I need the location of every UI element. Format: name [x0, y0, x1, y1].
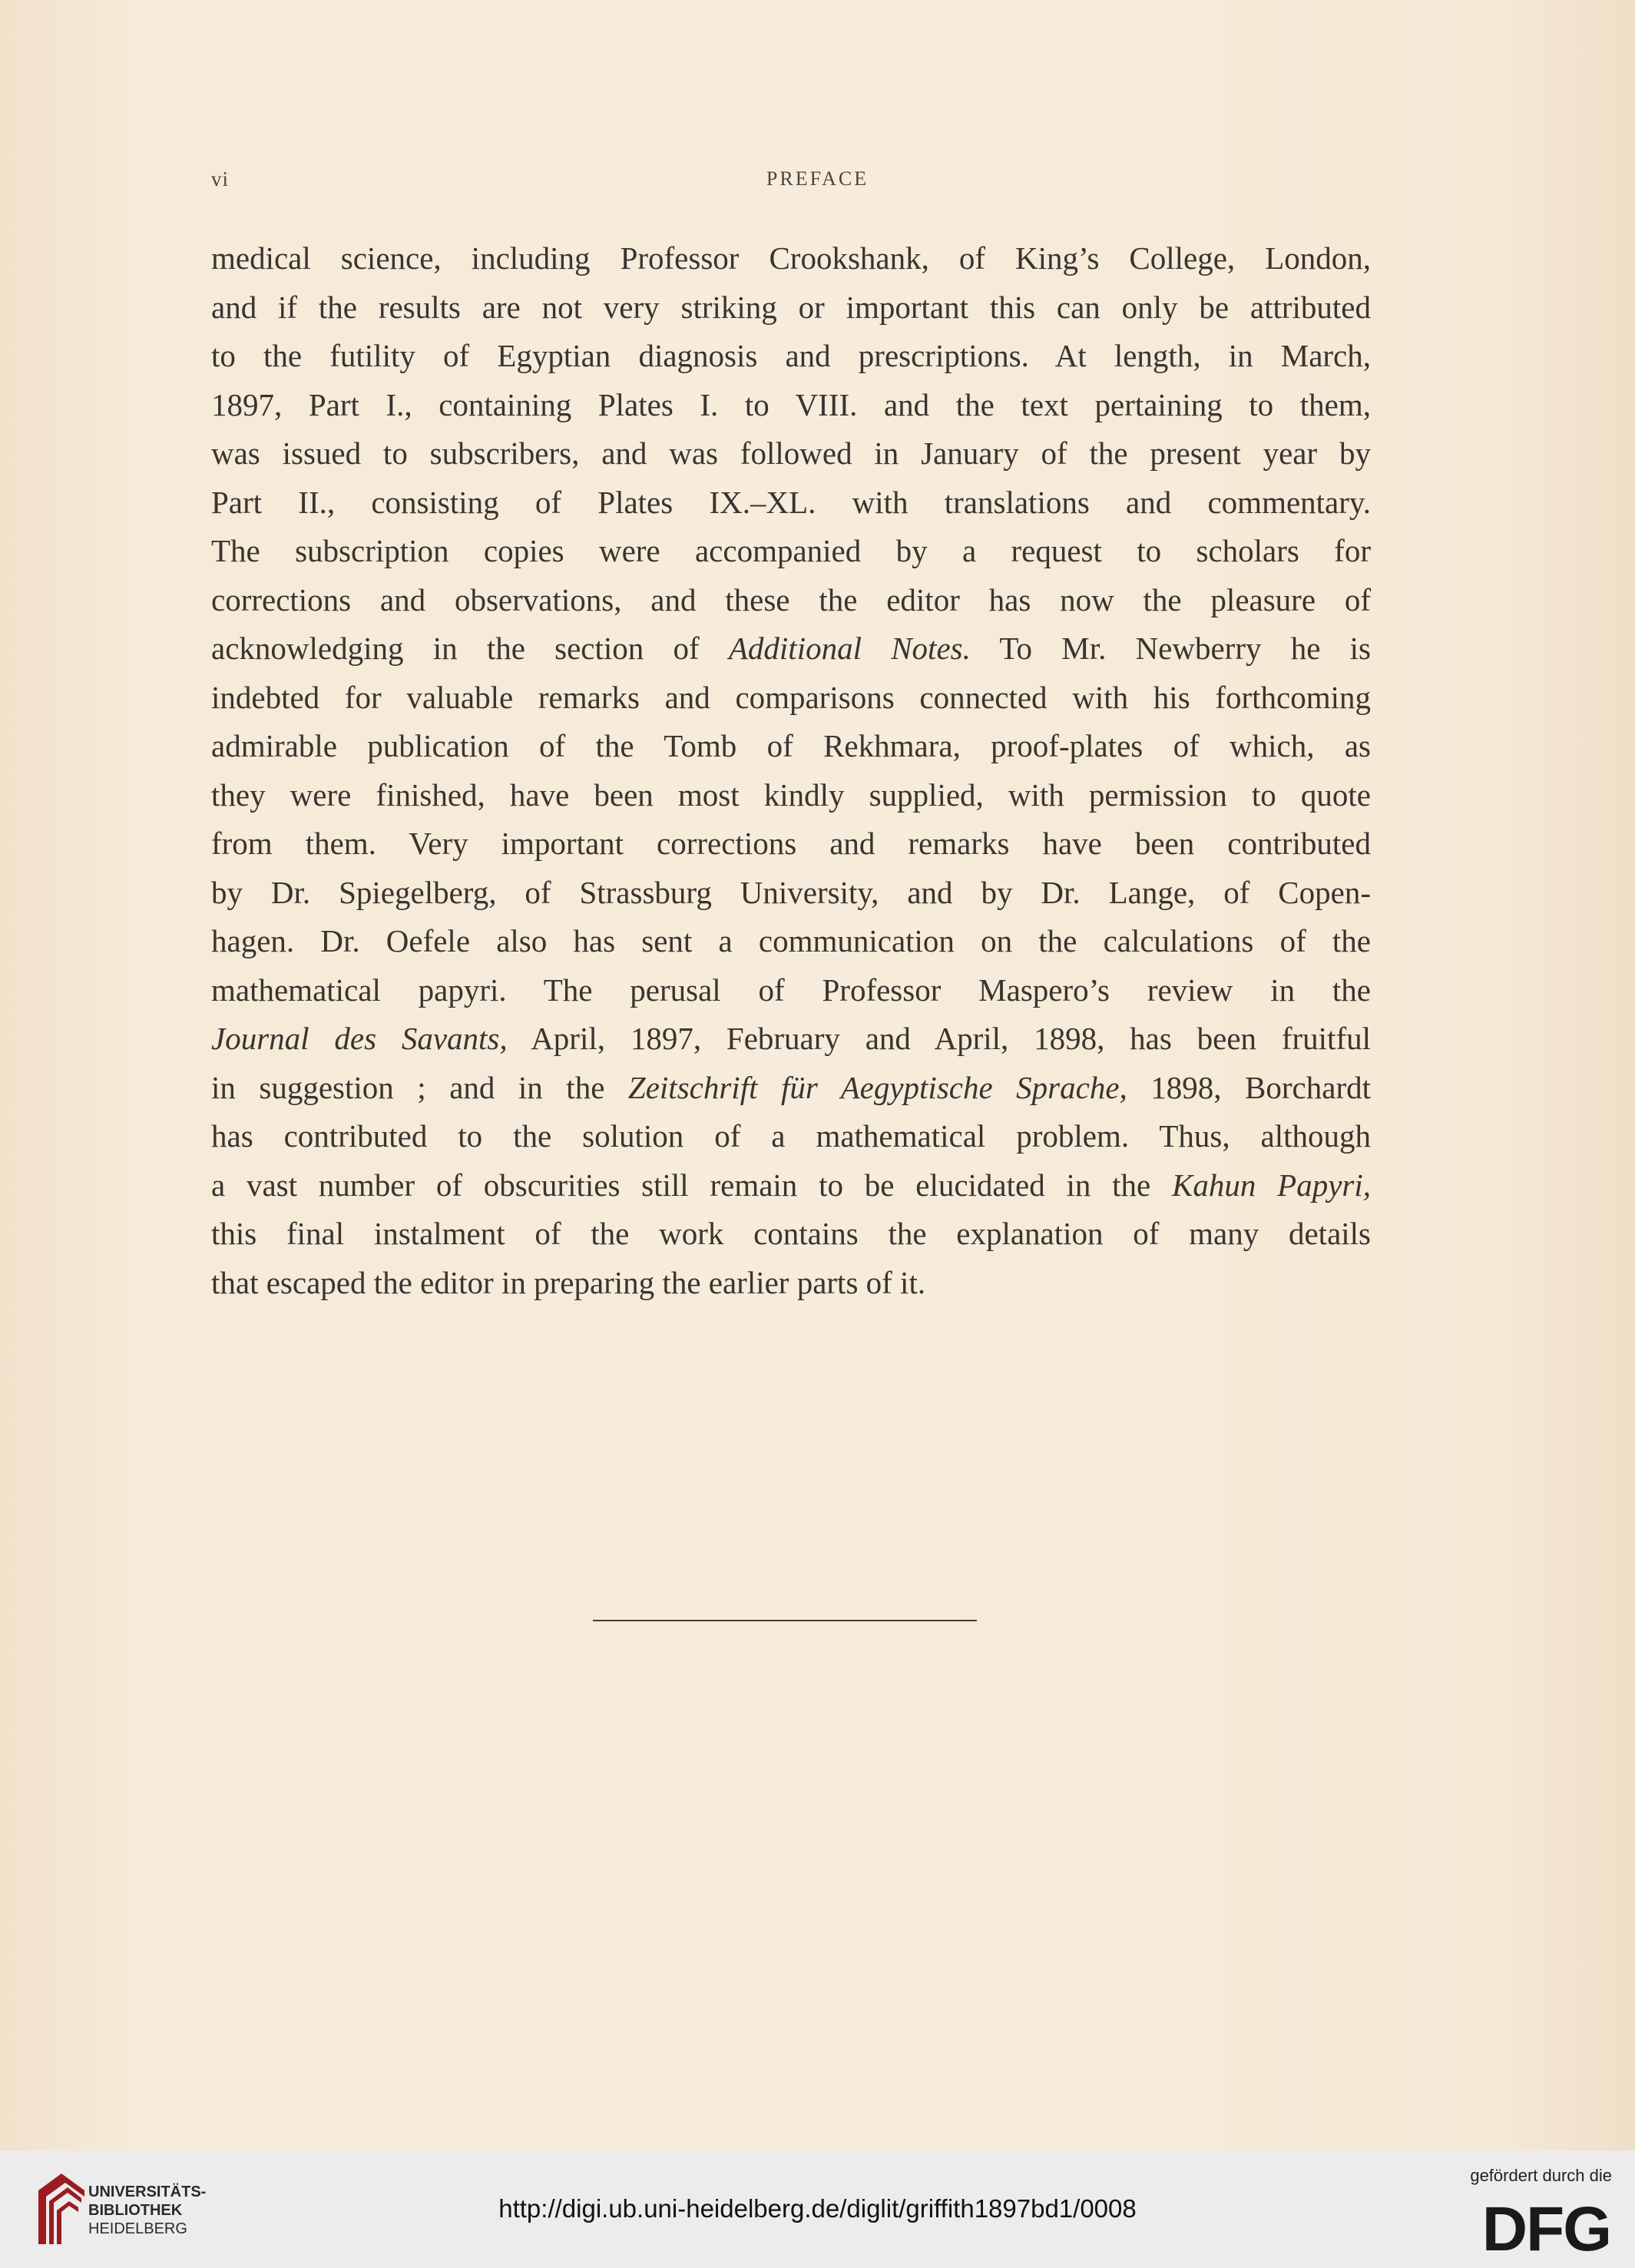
text-line: they were finished, have been most kindly supplied, with permission to quote	[211, 776, 1371, 813]
text-line: Part II., consisting of Plates IX.–XL. with translations and commentary.	[211, 484, 1371, 520]
text-line: from them. Very important corrections and remarks have been contributed	[211, 826, 1371, 861]
text-line: in suggestion ; and in the Zeitschrift für Aegyptische Sprache, 1898, Borchardt	[211, 1069, 1371, 1105]
text-line: has contributed to the solution of a mathematical problem. Thus, although	[211, 1118, 1371, 1154]
italic-phrase: Journal des Savants,	[211, 1021, 508, 1056]
text-line: corrections and observations, and these the editor has now the pleasure of	[211, 581, 1371, 617]
text-line: to the futility of Egyptian diagnosis and prescriptions. At length, in March,	[211, 338, 1371, 373]
text-line: The subscription copies were accompanied by a request to scholars for	[211, 533, 1371, 568]
text-line: Journal des Savants, April, 1897, February and April, 1898, has been fruitful	[211, 1021, 1371, 1056]
text-line: admirable publication of the Tomb of Rekhmara, proof-plates of which, as	[211, 728, 1371, 763]
text-line: medical science, including Professor Crookshank, of King’s College, London,	[211, 240, 1371, 276]
text-line: indebted for valuable remarks and comparisons connected with his forthcoming	[211, 679, 1371, 715]
page-number: vi	[211, 167, 230, 190]
text-line: a vast number of obscurities still remain to be elucidated in the Kahun Papyri,	[211, 1167, 1371, 1203]
funded-by-label: gefördert durch die	[1470, 2166, 1612, 2185]
svg-text:DFG: DFG	[1481, 2195, 1610, 2256]
text-line: by Dr. Spiegelberg, of Strassburg University, and by Dr. Lange, of Copen-	[211, 874, 1371, 910]
permalink-url[interactable]: http://digi.ub.uni-heidelberg.de/diglit/griffith1897bd1/0008	[498, 2194, 1137, 2223]
library-name-line: UNIVERSITÄTS-	[88, 2184, 207, 2200]
library-name-line: BIBLIOTHEK	[88, 2202, 183, 2219]
page-header	[0, 167, 1635, 198]
running-head: PREFACE	[766, 167, 869, 190]
text-line: hagen. Dr. Oefele also has sent a communication on the calculations of the	[211, 923, 1371, 959]
section-rule	[593, 1620, 977, 1621]
body-paragraph	[211, 234, 1371, 1307]
italic-phrase: Kahun Papyri,	[1172, 1167, 1371, 1203]
digitization-footer	[0, 2150, 1635, 2268]
italic-phrase: Additional Notes.	[728, 631, 971, 666]
text-line: was issued to subscribers, and was followed in January of the present year by	[211, 435, 1371, 471]
text-line: acknowledging in the section of Additional Notes. To Mr. Newberry he is	[211, 631, 1371, 666]
text-line: this final instalment of the work contains the explanation of many details	[211, 1216, 1371, 1251]
text-line: and if the results are not very striking or important this can only be attributed	[211, 289, 1371, 325]
italic-phrase: Zeitschrift für Aegyptische Sprache,	[627, 1069, 1127, 1105]
text-line: mathematical papyri. The perusal of Professor Maspero’s review in the	[211, 972, 1371, 1008]
dfg-logo-icon	[1458, 2195, 1612, 2256]
library-name-line: HEIDELBERG	[88, 2220, 187, 2237]
text-line: 1897, Part I., containing Plates I. to VIII. and the text pertaining to them,	[211, 386, 1371, 422]
text-line: that escaped the editor in preparing the earlier parts of it.	[211, 1264, 926, 1300]
